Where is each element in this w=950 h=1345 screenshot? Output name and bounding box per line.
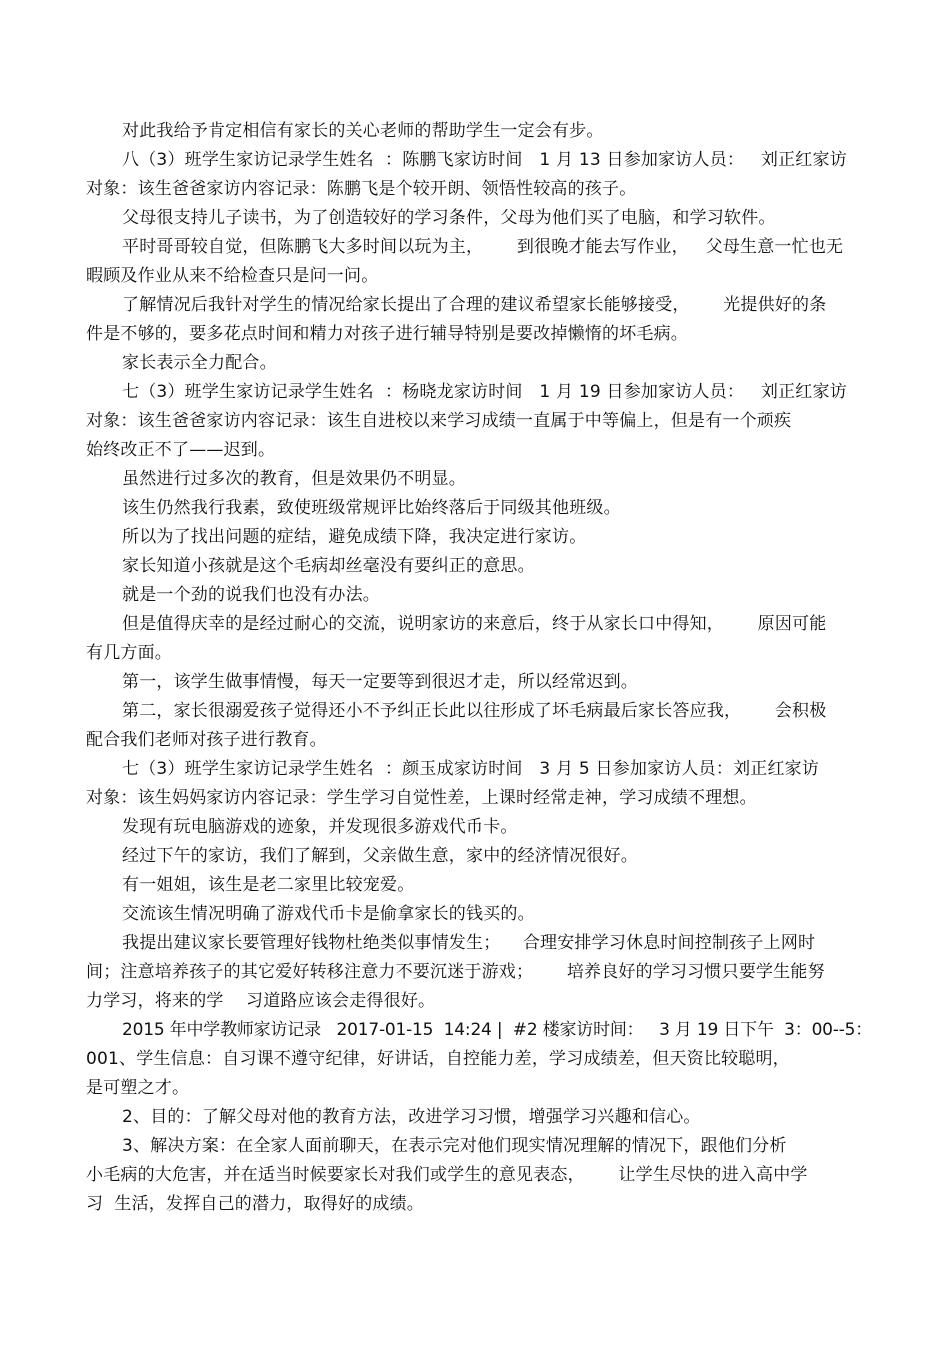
text-line: 间；注意培养孩子的其它爱好转移注意力不要沉迷于游戏； 培养良好的学习习惯只要学生能努 [86,962,825,982]
text-line: 交流该生情况明确了游戏代币卡是偷拿家长的钱买的。 [122,904,535,924]
text-line: 七（3）班学生家访记录学生姓名 ：杨晓龙家访时间 1 月 19 日参加家访人员： 刘正红家访 [122,382,847,402]
text-line: 经过下午的家访，我们了解到，父亲做生意，家中的经济情况很好。 [122,846,638,866]
text-line: 第二，家长很溺爱孩子觉得还小不予纠正长此以往形成了坏毛病最后家长答应我， 会积极 [122,701,827,721]
text-line: 2、目的：了解父母对他的教育方法，改进学习习惯，增强学习兴趣和信心。 [122,1107,701,1127]
text-line: 父母很支持儿子读书，为了创造较好的学习条件，父母为他们买了电脑，和学习软件。 [122,208,776,228]
text-line: 件是不够的，要多花点时间和精力对孩子进行辅导特别是要改掉懒惰的坏毛病。 [86,324,688,344]
text-line: 我提出建议家长要管理好钱物杜绝类似事情发生； 合理安排学习休息时间控制孩子上网时 [122,933,816,953]
text-line: 平时哥哥较自觉，但陈鹏飞大多时间以玩为主， 到很晚才能去写作业， 父母生意一忙也无 [122,237,844,257]
text-line: 所以为了找出问题的症结，避免成绩下降，我决定进行家访。 [122,527,587,547]
text-line: 七（3）班学生家访记录学生姓名 ：颜玉成家访时间 3 月 5 日参加家访人员：刘正红家访 [122,759,820,779]
text-line: 对象：该生妈妈家访内容记录：学生学习自觉性差，上课时经常走神，学习成绩不理想。 [86,788,757,808]
text-line: 001、学生信息：自习课不遵守纪律，好讲话，自控能力差，学习成绩差，但天资比较聪明， [86,1049,790,1069]
text-line: 习 生活，发挥自己的潜力，取得好的成绩。 [86,1194,425,1214]
text-line: 对象：该生爸爸家访内容记录：陈鹏飞是个较开朗、领悟性较高的孩子。 [86,179,637,199]
text-line: 对象：该生爸爸家访内容记录：该生自进校以来学习成绩一直属于中等偏上，但是有一个顽疾 [86,411,792,431]
text-line: 力学习，将来的学 习道路应该会走得很好。 [86,991,436,1011]
text-line: 对此我给予肯定相信有家长的关心老师的帮助学生一定会有步。 [122,121,604,141]
text-line: 就是一个劲的说我们也没有办法。 [122,585,380,605]
text-line: 该生仍然我行我素，致使班级常规评比始终落后于同级其他班级。 [122,498,621,518]
text-line: 3、解决方案：在全家人面前聊天，在表示完对他们现实情况理解的情况下，跟他们分析 [122,1136,787,1156]
text-line: 始终改正不了——迟到。 [86,440,276,460]
text-line: 2015 年中学教师家访记录 2017-01-15 14:24 | #2 楼家访时间： 3 月 19 日下午 3：00--5： [122,1020,873,1040]
text-line: 八（3）班学生家访记录学生姓名 ：陈鹏飞家访时间 1 月 13 日参加家访人员： 刘正红家访 [122,150,847,170]
text-line: 第一，该学生做事情慢，每天一定要等到很迟才走，所以经常迟到。 [122,672,638,692]
text-line: 了解情况后我针对学生的情况给家长提出了合理的建议希望家长能够接受， 光提供好的条 [122,295,827,315]
text-line: 发现有玩电脑游戏的迹象，并发现很多游戏代币卡。 [122,817,518,837]
text-line: 有一姐姐，该生是老二家里比较宠爱。 [122,875,415,895]
text-line: 是可塑之才。 [86,1078,190,1098]
text-line: 家长表示全力配合。 [122,353,277,373]
text-line: 小毛病的大危害，并在适当时候要家长对我们或学生的意见表态， 让学生尽快的进入高中学 [86,1165,808,1185]
text-line: 家长知道小孩就是这个毛病却丝毫没有要纠正的意思。 [122,556,535,576]
text-line: 暇顾及作业从来不给检查只是问一问。 [86,266,379,286]
text-line: 但是值得庆幸的是经过耐心的交流，说明家访的来意后，终于从家长口中得知， 原因可能 [122,614,827,634]
text-line: 配合我们老师对孩子进行教育。 [86,730,327,750]
text-line: 虽然进行过多次的教育，但是效果仍不明显。 [122,469,466,489]
text-line: 有几方面。 [86,643,172,663]
